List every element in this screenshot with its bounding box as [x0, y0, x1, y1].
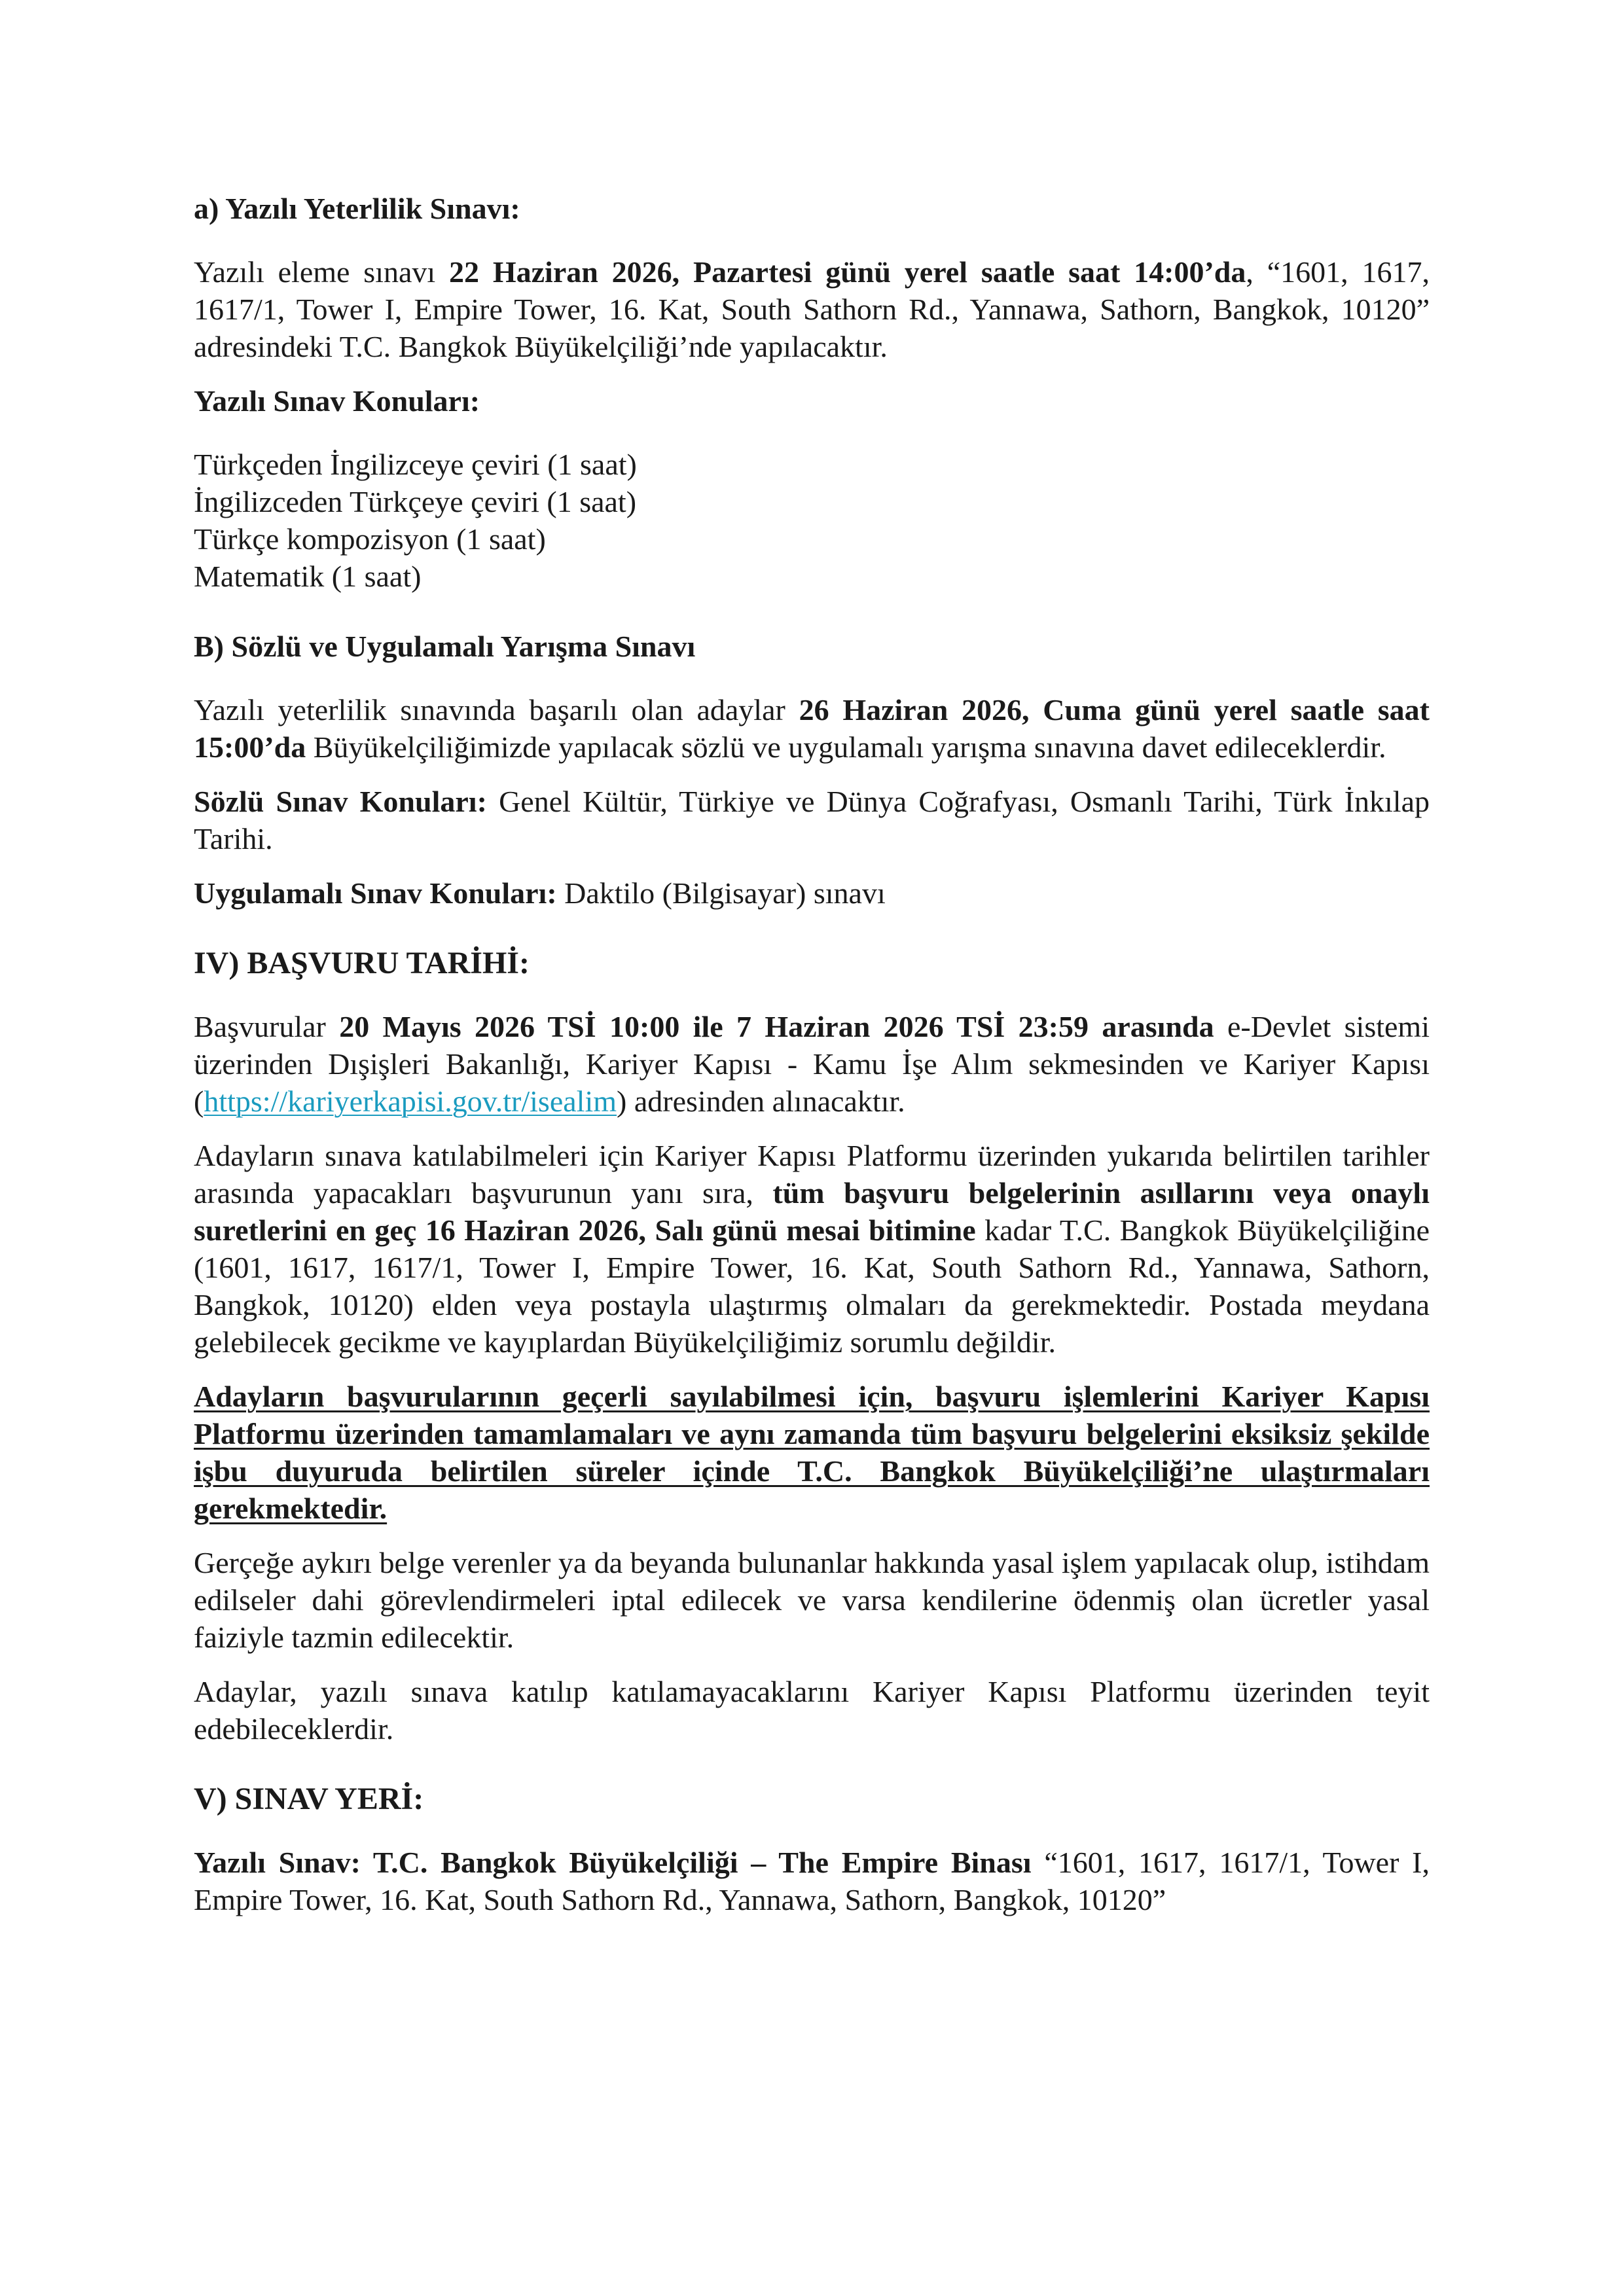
- section-a-p1-post: , “1601, 1617, 1617/1, Tower I, Empire Tower, 16. Kat, South Sathorn Rd., Yannawa, Sathorn, Bangkok, 10120” adresindeki T.C. Bangkok Büyükelçiliği’nde yapılacaktır.: [194, 255, 1430, 363]
- validity-notice-paragraph: Adayların başvurularının geçerli sayılabilmesi için, başvuru işlemlerini Kariyer Kapısı Platformu üzerinden tamamlamaları ve aynı zamanda tüm başvuru belgelerini eksiksiz şekilde işbu duyuruda belirtilen süreler içinde T.C. Bangkok Büyükelçiliği’ne ulaştırmaları gerekmektedir.: [194, 1380, 1430, 1525]
- written-topic-item: Matematik (1 saat): [194, 560, 422, 593]
- oral-topics-text: Genel Kültür, Türkiye ve Dünya Coğrafyası, Osmanlı Tarihi, Türk İnkılap Tarihi.: [194, 785, 1430, 855]
- section-v-heading: V) SINAV YERİ:: [194, 1782, 424, 1816]
- section-iv-heading: IV) BAŞVURU TARİHİ:: [194, 946, 530, 980]
- application-p1-mid: e-Devlet sistemi üzerinden Dışişleri Bakanlığı, Kariyer Kapısı - Kamu İşe Alım sekmesinden ve Kariyer Kapısı (: [194, 1010, 1430, 1118]
- application-date-range: 20 Mayıs 2026 TSİ 10:00 ile 7 Haziran 2026 TSİ 23:59 arasında: [339, 1010, 1214, 1043]
- document-body: [194, 190, 1430, 1918]
- documents-p2-post: kadar T.C. Bangkok Büyükelçiliğine (1601, 1617, 1617/1, Tower I, Empire Tower, 16. Kat, South Sathorn Rd., Yannawa, Sathorn, Bangkok, 10120) elden veya postayla ulaştırmış olmaları da gerekmektedir. Postada meydana gelebilecek gecikme ve kayıplardan Büyükelçiliğimiz sorumlu değildir.: [194, 1213, 1430, 1359]
- application-p1-pre: Başvurular: [194, 1010, 340, 1043]
- section-b-p1-post: Büyükelçiliğimizde yapılacak sözlü ve uygulamalı yarışma sınavına davet edileceklerdir.: [306, 730, 1386, 764]
- exam-location-paragraph: [194, 1844, 1430, 1918]
- kariyer-kapisi-link[interactable]: https://kariyerkapisi.gov.tr/isealim: [204, 1085, 617, 1118]
- written-topic-item: İngilizceden Türkçeye çeviri (1 saat): [194, 485, 637, 518]
- exam-location-address: “1601, 1617, 1617/1, Tower I, Empire Tower, 16. Kat, South Sathorn Rd., Yannawa, Sathorn, Bangkok, 10120”: [194, 1846, 1430, 1916]
- written-topic-item: Türkçe kompozisyon (1 saat): [194, 522, 546, 556]
- written-topics-heading: Yazılı Sınav Konuları:: [194, 384, 480, 418]
- written-topic-item: Türkçeden İngilizceye çeviri (1 saat): [194, 448, 637, 481]
- confirmation-paragraph: Adaylar, yazılı sınava katılıp katılamayacaklarını Kariyer Kapısı Platformu üzerinden teyit edebileceklerdir.: [194, 1675, 1430, 1746]
- practical-topics-label: Uygulamalı Sınav Konuları:: [194, 876, 557, 910]
- application-dates-paragraph: [194, 1008, 1430, 1120]
- section-b-p1-pre: Yazılı yeterlilik sınavında başarılı olan adaylar: [194, 693, 799, 726]
- oral-topics-paragraph: [194, 783, 1430, 857]
- practical-topics-paragraph: [194, 874, 1430, 912]
- exam-location-label: Yazılı Sınav: T.C. Bangkok Büyükelçiliği – The Empire Binası: [194, 1846, 1032, 1879]
- section-a-paragraph: [194, 253, 1430, 365]
- section-a-p1-pre: Yazılı eleme sınavı: [194, 255, 450, 289]
- section-b-paragraph: [194, 691, 1430, 766]
- documents-p2-pre: Adayların sınava katılabilmeleri için Kariyer Kapısı Platformu üzerinden yukarıda belirtilen tarihler arasında yapacakları başvurunun yanı sıra,: [194, 1139, 1430, 1210]
- section-b-p1-date: 26 Haziran 2026, Cuma günü yerel saatle saat 15:00’da: [194, 693, 1430, 764]
- documents-deadline: tüm başvuru belgelerinin asıllarını veya onaylı suretlerini en geç 16 Haziran 2026, Salı günü mesai bitimine: [194, 1176, 1430, 1247]
- application-p1-post: ) adresinden alınacaktır.: [617, 1085, 905, 1118]
- oral-topics-label: Sözlü Sınav Konuları:: [194, 785, 487, 818]
- practical-topics-text: Daktilo (Bilgisayar) sınavı: [556, 876, 886, 910]
- section-a-p1-date: 22 Haziran 2026, Pazartesi günü yerel saatle saat 14:00’da: [449, 255, 1246, 289]
- section-a-heading: a) Yazılı Yeterlilik Sınavı:: [194, 192, 520, 225]
- false-statement-paragraph: Gerçeğe aykırı belge verenler ya da beyanda bulunanlar hakkında yasal işlem yapılacak olup, istihdam edilseler dahi görevlendirmeleri iptal edilecek ve varsa kendilerine ödenmiş olan ücretler yasal faiziyle tazmin edilecektir.: [194, 1546, 1430, 1654]
- section-b-heading: B) Sözlü ve Uygulamalı Yarışma Sınavı: [194, 630, 696, 663]
- documents-paragraph: [194, 1137, 1430, 1361]
